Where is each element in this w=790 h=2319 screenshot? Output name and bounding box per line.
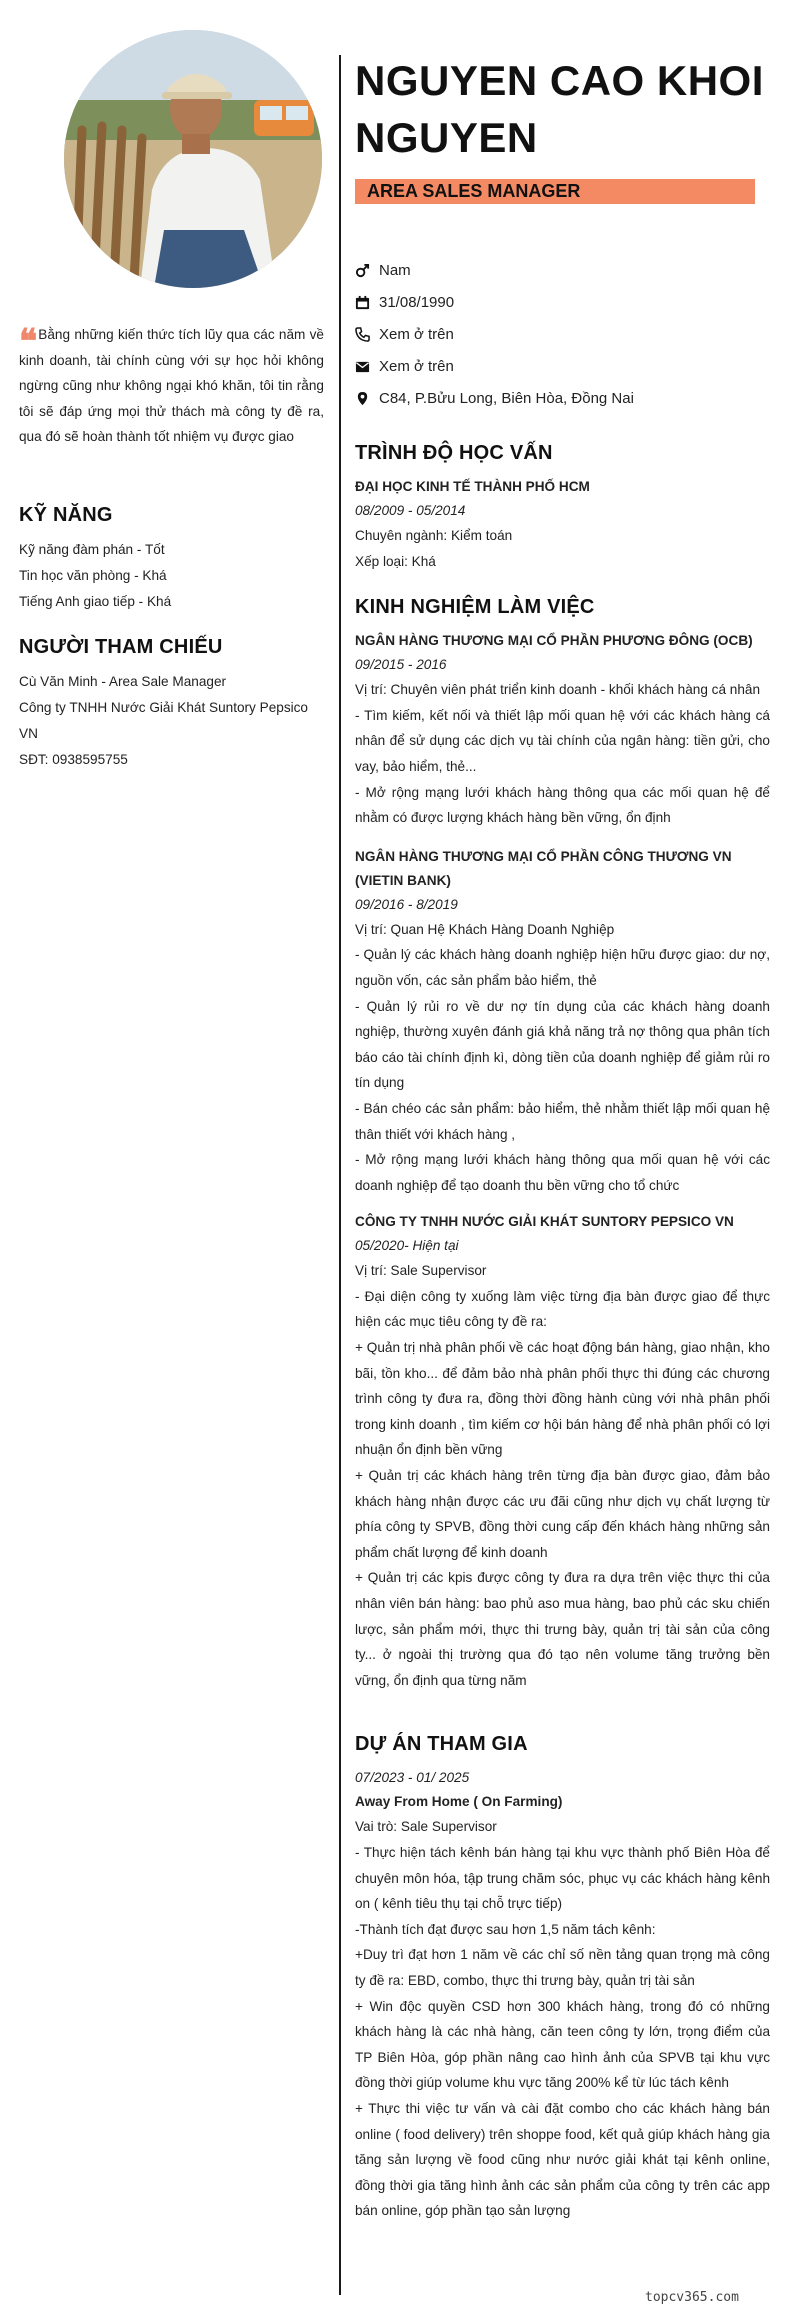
references-heading: NGƯỜI THAM CHIẾU <box>19 636 223 658</box>
job-line: - Quản lý rủi ro về dư nợ tín dụng của các khách hàng doanh nghiệp, thường xuyên đánh giá khả năng trả nợ thông qua phân tích báo cáo tài chính định kì, dòng tiền của doanh nghiệp để giảm rủi ro tín dụng <box>355 998 770 1091</box>
job-line: - Quản lý các khách hàng doanh nghiệp hiện hữu được giao: dư nợ, nguồn vốn, các sản phẩm bảo hiểm, thẻ <box>355 947 770 988</box>
education-section <box>355 442 770 574</box>
job-entry <box>355 629 770 831</box>
candidate-name <box>355 52 770 166</box>
address-value: C84, P.Bửu Long, Biên Hòa, Đồng Nai <box>379 389 634 407</box>
skill-item: Tin học văn phòng - Khá <box>19 568 167 583</box>
reference-line: Công ty TNHH Nước Giải Khát Suntory Pepsico VN <box>19 700 308 741</box>
project-name: Away From Home ( On Farming) <box>355 1794 563 1810</box>
experience-section <box>355 596 770 1693</box>
project-line: + Win độc quyền CSD hơn 300 khách hàng, trong đó có những khách hàng là các nhà hàng, căn teen công ty lớn, trọng điểm của TP Biên Hòa, góp phần nâng cao hình ảnh của SPVB tại khu vực đồng thời giúp volume khu vực tăng 200% kể từ lúc tách kênh <box>355 1998 770 2091</box>
job-line: + Quản trị các khách hàng trên từng địa bàn được giao, đảm bảo khách hàng nhận được các ưu đãi cũng như dịch vụ chất lượng từ phía công ty SPVB, đồng thời cung cấp đến khách hàng những sản phẩm chất lượng để kinh doanh <box>355 1468 770 1560</box>
job-date: 09/2016 - 8/2019 <box>355 896 458 912</box>
job-line: - Đại diện công ty xuống làm việc từng địa bàn được giao để thực hiện các mục tiêu công ty đề ra: <box>355 1288 770 1330</box>
gender-icon <box>355 263 379 278</box>
name-line-2: NGUYEN <box>355 114 538 161</box>
project-line: +Duy trì đạt hơn 1 năm về các chỉ số nền tảng quan trọng mà công ty đề ra: EBD, combo, thực thi trưng bày, quản trị tài sản <box>355 1947 770 1988</box>
education-grade: Xếp loại: Khá <box>355 553 436 569</box>
job-entry <box>355 845 770 1199</box>
education-major: Chuyên ngành: Kiểm toán <box>355 528 513 543</box>
job-line: Vị trí: Chuyên viên phát triển kinh doanh - khối khách hàng cá nhân <box>355 682 761 698</box>
reference-line: Cù Văn Minh - Area Sale Manager <box>19 674 227 689</box>
skills-section <box>19 504 324 615</box>
project-line: - Thực hiện tách kênh bán hàng tại khu vực thành phố Biên Hòa để chuyên môn hóa, tập trung chăm sóc, phục vụ các khách hàng kênh on ( kênh tiêu thụ tại chỗ trực tiếp) <box>355 1844 770 1912</box>
projects-heading: DỰ ÁN THAM GIA <box>355 1733 528 1756</box>
job-company: NGÂN HÀNG THƯƠNG MẠI CỔ PHẦN PHƯƠNG ĐÔNG (OCB) <box>355 633 753 649</box>
school-name: ĐẠI HỌC KINH TẾ THÀNH PHỐ HCM <box>355 479 590 494</box>
email-icon <box>355 359 379 374</box>
job-company: NGÂN HÀNG THƯƠNG MẠI CỔ PHẦN CÔNG THƯƠNG VN (VIETIN BANK) <box>355 848 732 888</box>
job-line: - Mở rộng mạng lưới khách hàng thông qua mối quan hệ với các doanh nghiệp để tạo doanh thu bền vững cho tổ chức <box>355 1152 770 1193</box>
education-date: 08/2009 - 05/2014 <box>355 503 466 518</box>
footer-watermark: topcv365.com <box>645 2290 739 2305</box>
job-entry <box>355 1210 770 1693</box>
gender-value: Nam <box>379 261 411 279</box>
job-company: CÔNG TY TNHH NƯỚC GIẢI KHÁT SUNTORY PEPSICO VN <box>355 1214 734 1230</box>
birthday-value: 31/08/1990 <box>379 293 455 311</box>
phone-value: Xem ở trên <box>379 325 454 343</box>
job-line: - Bán chéo các sản phẩm: bảo hiểm, thẻ nhằm thiết lập mối quan hệ thân thiết với khách hàng , <box>355 1100 770 1142</box>
experience-heading: KINH NGHIỆM LÀM VIỆC <box>355 596 595 619</box>
reference-line: SĐT: 0938595755 <box>19 752 128 767</box>
avatar <box>64 30 322 288</box>
right-column <box>355 52 770 2224</box>
job-line: + Quản trị các kpis được công ty đưa ra dựa trên việc thực thi của nhân viên bán hàng: bao phủ aso mua hàng, bao phủ các sku chiến lược, sản phẩm mới, thực thi trưng bày, quản trị tài sản của công ty... ở ngoài thị trường qua đó tạo nên volume tăng trưởng bền vững, ổn định qua từng năm <box>355 1570 770 1688</box>
project-line: Vai trò: Sale Supervisor <box>355 1819 497 1835</box>
location-pin-icon <box>355 391 379 406</box>
contact-gender <box>355 254 770 286</box>
job-line: - Tìm kiếm, kết nối và thiết lập mối quan hệ với các khách hàng cá nhân để sử dụng các dịch vụ tài chính của ngân hàng: tiền gửi, cho vay, bảo hiểm, thẻ... <box>355 707 770 774</box>
job-line: Vị trí: Sale Supervisor <box>355 1263 487 1279</box>
profile-photo <box>64 30 322 288</box>
project-line: + Thực thi việc tư vấn và cài đặt combo cho các khách hàng bán online ( food delivery) trên shoppe food, kết quả giúp khách hàng gia tăng sản lượng về food cũng như nước giải khát tại kênh online, đồng thời gia tăng hình ảnh các sản phẩm của công ty trên các app bán online, góp phần tạo sản lượng <box>355 2100 770 2219</box>
name-line-1: NGUYEN CAO KHOI <box>355 57 764 104</box>
references-section <box>19 636 324 773</box>
phone-icon <box>355 327 379 342</box>
job-date: 09/2015 - 2016 <box>355 657 447 673</box>
job-date: 05/2020- Hiện tại <box>355 1238 459 1254</box>
project-date: 07/2023 - 01/ 2025 <box>355 1770 470 1786</box>
column-divider <box>339 55 341 2295</box>
contact-birthday <box>355 286 770 318</box>
job-line: - Mở rộng mạng lưới khách hàng thông qua các mối quan hệ để nhằm có được lượng khách hàng bền vững, ổn định <box>355 784 770 826</box>
calendar-icon <box>355 295 379 310</box>
job-line: + Quản trị nhà phân phối về các hoạt động bán hàng, giao nhận, kho bãi, tồn kho... để đảm bảo nhà phân phối thực thi đúng các chương trình công ty đưa ra, đồng thời đồng hành cùng với nhà phân phối trong kinh doanh , tìm kiếm cơ hội bán hàng để nhà phân phối có lợi nhuận ổn định bền vững <box>355 1340 770 1458</box>
skill-item: Kỹ năng đàm phán - Tốt <box>19 542 165 557</box>
skill-item: Tiếng Anh giao tiếp - Khá <box>19 594 172 609</box>
skills-heading: KỸ NĂNG <box>19 504 113 526</box>
contact-email <box>355 350 770 382</box>
contact-address <box>355 382 770 414</box>
project-line: -Thành tích đạt được sau hơn 1,5 năm tách kênh: <box>355 1921 656 1937</box>
email-value: Xem ở trên <box>379 357 454 375</box>
intro-paragraph <box>19 322 324 450</box>
position-banner: AREA SALES MANAGER <box>355 179 755 204</box>
projects-section <box>355 1733 770 2224</box>
contact-phone <box>355 318 770 350</box>
intro-text: Bằng những kiến thức tích lũy qua các năm về kinh doanh, tài chính cùng với sự học hỏi không ngừng cũng như không ngại khó khăn, tôi tin rằng tôi sẽ đáp ứng mọi thử thách mà công ty đề ra, qua đó sẽ hoàn thành tốt nhiệm vụ được giao <box>19 327 324 445</box>
quote-icon: ❝ <box>19 322 38 362</box>
education-heading: TRÌNH ĐỘ HỌC VẤN <box>355 442 553 464</box>
contact-list <box>355 254 770 414</box>
job-line: Vị trí: Quan Hệ Khách Hàng Doanh Nghiệp <box>355 921 615 937</box>
